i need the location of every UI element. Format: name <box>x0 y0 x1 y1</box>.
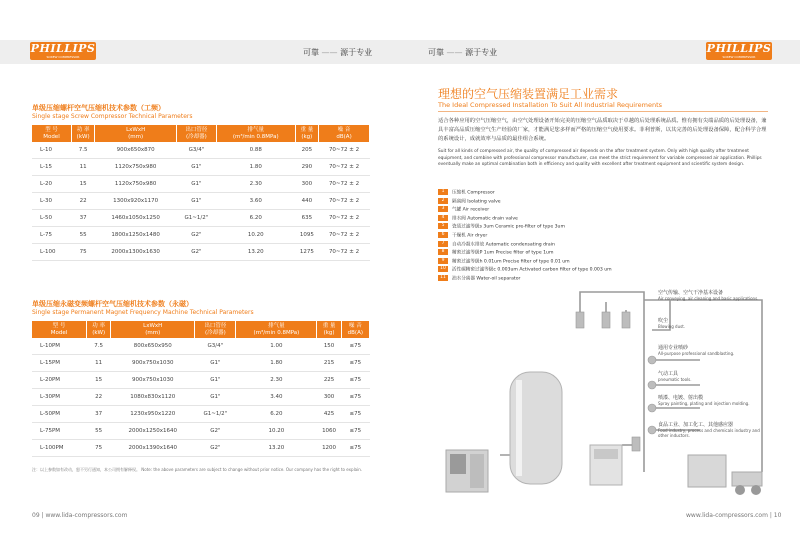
legend-label: 压缩机 Compressor <box>452 190 495 196</box>
air-system-diagram <box>400 0 800 546</box>
table-cell: 2.30 <box>216 176 295 193</box>
table-cell: 1.00 <box>236 338 317 355</box>
table-cell: G1" <box>195 389 236 406</box>
table-cell: G1" <box>176 193 216 210</box>
table-row <box>32 176 370 193</box>
table-cell: 55 <box>71 227 94 244</box>
right-page <box>400 0 800 546</box>
table-cell: 900x750x1030 <box>111 355 195 372</box>
table-cell: ≤75 <box>341 355 369 372</box>
legend-number: 7 <box>438 241 448 247</box>
table-row <box>32 227 370 244</box>
table-row <box>32 423 370 440</box>
air-dryer <box>590 445 622 485</box>
table-row <box>32 440 370 457</box>
table-cell: 7.5 <box>87 338 111 355</box>
table-row <box>32 193 370 210</box>
legend-number: 2 <box>438 198 448 204</box>
table-cell: L-100PM <box>32 440 87 457</box>
table-header-cell: 型 号 Model <box>32 125 71 142</box>
table-cell: L-15 <box>32 159 71 176</box>
table-cell: 70~72 ± 2 <box>319 244 370 261</box>
table-cell: L-50 <box>32 210 71 227</box>
legend-label: 瓷质过滤等级s 3um Ceramic pre-filter of type 3um <box>452 224 565 230</box>
table-cell: G2" <box>195 423 236 440</box>
table-row <box>32 355 370 372</box>
table-header-cell: 排气量 (m³/min 0.8MPa) <box>216 125 295 142</box>
brand-logo: PHILLIPS SCREW COMPRESSOR <box>706 42 772 59</box>
table-cell: 1230x950x1220 <box>111 406 195 423</box>
table-header-cell: 排气量 (m³/min 0.8MPa) <box>236 321 317 338</box>
table-cell: 225 <box>317 372 341 389</box>
table-row <box>32 372 370 389</box>
table-cell: 70~72 ± 2 <box>319 142 370 159</box>
table-cell: 2000x1250x1640 <box>111 423 195 440</box>
table-cell: 215 <box>317 355 341 372</box>
table-cell: 37 <box>71 210 94 227</box>
table-header-cell: 型 号 Model <box>32 321 87 338</box>
table-cell: 22 <box>87 389 111 406</box>
table-cell: L-20PM <box>32 372 87 389</box>
table-header-cell: LxWxH (mm) <box>95 125 177 142</box>
legend-label: 精密过滤等级P 1um Precise filter of type 1um <box>452 250 554 256</box>
legend-label: 隔离阀 Isolating valve <box>452 199 501 205</box>
table-cell: 800x650x950 <box>111 338 195 355</box>
table-row <box>32 210 370 227</box>
legend-label: 排水阀 Automatic drain valve <box>452 216 518 222</box>
table-cell: G3/4" <box>195 338 236 355</box>
table-cell: L-30PM <box>32 389 87 406</box>
table-cell: G3/4" <box>176 142 216 159</box>
table-cell: G1" <box>195 355 236 372</box>
table-cell: 3.40 <box>236 389 317 406</box>
table-cell: 150 <box>317 338 341 355</box>
table-cell: G2" <box>195 440 236 457</box>
table-header-cell: 出口管径 (冷却器) <box>195 321 236 338</box>
legend-number: 9 <box>438 258 448 264</box>
table-cell: 635 <box>295 210 319 227</box>
table-cell: 70~72 ± 2 <box>319 159 370 176</box>
legend-number: 10 <box>438 266 448 272</box>
legend-label: 精密过滤等级h 0.01um Precise filter of type 0.01 um <box>452 259 570 265</box>
table-cell: 7.5 <box>71 142 94 159</box>
table-cell: L-75PM <box>32 423 87 440</box>
legend-label: 干燥机 Air dryer <box>452 233 488 239</box>
table-cell: 425 <box>317 406 341 423</box>
table-cell: L-50PM <box>32 406 87 423</box>
table-cell: 11 <box>71 159 94 176</box>
legend-number: 6 <box>438 232 448 238</box>
table-cell: L-10 <box>32 142 71 159</box>
table-cell: ≤75 <box>341 389 369 406</box>
table-cell: 1300x920x1170 <box>95 193 177 210</box>
table-cell: G1" <box>176 176 216 193</box>
application-annotation: 吹尘 Blowing dust. <box>658 318 686 329</box>
table-row <box>32 159 370 176</box>
table-cell: 1800x1250x1480 <box>95 227 177 244</box>
legend-number: 4 <box>438 215 448 221</box>
table-cell: 1080x830x1120 <box>111 389 195 406</box>
table-cell: 22 <box>71 193 94 210</box>
table-cell: L-20 <box>32 176 71 193</box>
legend-label: 油水分离器 Water-oil separator <box>452 276 521 282</box>
table-cell: L-10PM <box>32 338 87 355</box>
table-cell: G2" <box>176 227 216 244</box>
legend-number: 5 <box>438 223 448 229</box>
table-header-cell: 噪 音 dB(A) <box>341 321 369 338</box>
air-receiver-tank <box>510 372 562 484</box>
table-cell: 10.20 <box>236 423 317 440</box>
section1-subtitle: Single stage Screw Compressor Technical Parameters <box>32 113 193 120</box>
table-cell: 6.20 <box>236 406 317 423</box>
table-row <box>32 142 370 159</box>
table-cell: 900x750x1030 <box>111 372 195 389</box>
legend-label: 自动冷凝水排放 Automatic condensating drain <box>452 242 555 248</box>
spec-table-pm <box>32 321 370 457</box>
table-cell: 15 <box>87 372 111 389</box>
table-cell: 1200 <box>317 440 341 457</box>
table-header-cell: 噪 音 dB(A) <box>319 125 370 142</box>
table-cell: 1120x750x980 <box>95 176 177 193</box>
table-header-cell: 重 量 (kg) <box>317 321 341 338</box>
application-annotation: 空气传输、空气干净基本设备 Air conveying, air cleaning and basic applications. <box>658 290 759 301</box>
table-cell: 70~72 ± 2 <box>319 193 370 210</box>
right-title: 理想的空气压缩装置满足工业需求 <box>438 87 619 101</box>
legend-number: 11 <box>438 275 448 281</box>
table-cell: 1060 <box>317 423 341 440</box>
table-cell: 6.20 <box>216 210 295 227</box>
table-cell: 900x650x870 <box>95 142 177 159</box>
table-cell: ≤75 <box>341 338 369 355</box>
section1-title: 单级压缩螺杆空气压缩机技术参数（工频） <box>32 104 165 112</box>
intro-paragraph-cn: 适合各种应用的空气压缩空气，由空气处理设备开始完美的压缩空气品质取决于卓越的后处理系统品质。惟有拥有尖端品质的后处理设备，兼具丰富高品质压缩空气生产经验的厂家，才能满足您多样而严格的压缩空气使用要求。菲利普斯，以其完善的后处理设备保障，配合科学合理的系统设计，成就效率与品质的最佳组合系统。 <box>438 118 767 142</box>
table-cell: 440 <box>295 193 319 210</box>
table-cell: 2000x1390x1640 <box>111 440 195 457</box>
legend-label: 活性碳精密过滤等级c 0.003um Activated carbon filter of type 0.003 um <box>452 267 612 273</box>
footer-right: www.lida-compressors.com | 10 <box>686 512 782 519</box>
table-cell: ≤75 <box>341 406 369 423</box>
table-cell: 300 <box>317 389 341 406</box>
table-cell: 205 <box>295 142 319 159</box>
application-annotation: 气动工具 pneumatic tools. <box>658 371 692 382</box>
pressure-gauges <box>648 356 656 434</box>
table-cell: 2.30 <box>236 372 317 389</box>
table-header-cell: 出口管径 (冷却器) <box>176 125 216 142</box>
table-cell: 1275 <box>295 244 319 261</box>
table-cell: L-100 <box>32 244 71 261</box>
table-cell: 1460x1050x1250 <box>95 210 177 227</box>
industrial-equipment <box>688 455 762 495</box>
table-cell: G2" <box>176 244 216 261</box>
table-header-cell: LxWxH (mm) <box>111 321 195 338</box>
table-row <box>32 389 370 406</box>
table-cell: 1120x750x980 <box>95 159 177 176</box>
table-cell: 75 <box>87 440 111 457</box>
section2-subtitle: Single stage Permanent Magnet Frequency Machine Technical Parameters <box>32 309 254 316</box>
table-header-row <box>32 125 370 142</box>
brand-logo: PHILLIPS SCREW COMPRESSOR <box>30 42 96 59</box>
table-cell: 15 <box>71 176 94 193</box>
table-cell: 300 <box>295 176 319 193</box>
section2-title: 单级压缩永磁变频螺杆空气压缩机技术参数（永磁） <box>32 300 193 308</box>
table-cell: G1~1/2" <box>195 406 236 423</box>
slogan: 可靠 —— 源于专业 <box>303 48 373 57</box>
table-cell: 70~72 ± 2 <box>319 176 370 193</box>
table-header-cell: 功 率 (kW) <box>87 321 111 338</box>
table-row <box>32 244 370 261</box>
table-cell: 1.80 <box>216 159 295 176</box>
table-cell: 290 <box>295 159 319 176</box>
table-cell: 1095 <box>295 227 319 244</box>
table-cell: 0.88 <box>216 142 295 159</box>
legend-label: 气罐 Air receiver <box>452 207 490 213</box>
application-annotation: 喷漆、电镀、射出模 Spray painting, plating and injection molding. <box>658 395 750 406</box>
spec-table-standard <box>32 125 370 261</box>
table-cell: ≤75 <box>341 423 369 440</box>
table-cell: ≤75 <box>341 440 369 457</box>
table-cell: 1.80 <box>236 355 317 372</box>
compressor-unit <box>446 450 488 492</box>
footnote: 注：以上参数如有改动，恕不另行通知，本公司拥有解释权。 Note: the above parameters are subject to change without prior notice. Our company has the right to explain. <box>32 467 363 472</box>
legend-number: 1 <box>438 189 448 195</box>
right-subtitle: The Ideal Compressed Installation To Suit All Industrial Requirements <box>438 101 663 109</box>
table-cell: L-15PM <box>32 355 87 372</box>
intro-paragraph-en: Suit for all kinds of compressed air, the quality of compressed air depends on the after treatment system. Only with high quality after treatment equipment, and combine with professional compressor manufacturer, can meet the strict requirement for variable compressed air application. Phillips eventually make an optimal combination both in efficiency and quality with excellent after treatment equipment and scientific system design. <box>438 149 762 167</box>
table-cell: ≤75 <box>341 372 369 389</box>
table-cell: 2000x1300x1630 <box>95 244 177 261</box>
table-cell: L-75 <box>32 227 71 244</box>
footer-left: 09 | www.lida-compressors.com <box>32 512 128 519</box>
table-cell: 75 <box>71 244 94 261</box>
application-annotation: 通用专业喷砂 All-purpose professional sandblasting. <box>658 345 735 356</box>
table-cell: 70~72 ± 2 <box>319 210 370 227</box>
table-header-cell: 功 率 (kW) <box>71 125 94 142</box>
table-cell: 13.20 <box>216 244 295 261</box>
table-cell: 11 <box>87 355 111 372</box>
table-cell: G1" <box>195 372 236 389</box>
filters <box>576 312 640 451</box>
slogan: 可靠 —— 源于专业 <box>428 48 498 57</box>
table-row <box>32 338 370 355</box>
table-cell: 13.20 <box>236 440 317 457</box>
table-cell: 10.20 <box>216 227 295 244</box>
table-cell: 70~72 ± 2 <box>319 227 370 244</box>
table-header-cell: 重 量 (kg) <box>295 125 319 142</box>
legend-number: 3 <box>438 206 448 212</box>
table-cell: G1~1/2" <box>176 210 216 227</box>
legend-number: 8 <box>438 249 448 255</box>
table-cell: 37 <box>87 406 111 423</box>
table-cell: 55 <box>87 423 111 440</box>
table-header-row <box>32 321 370 338</box>
table-cell: 3.60 <box>216 193 295 210</box>
table-cell: L-30 <box>32 193 71 210</box>
application-annotation: 食品工业、加工化工、其他感应器 Food industry, process and chemicals industry and other inductors. <box>658 422 760 438</box>
table-row <box>32 406 370 423</box>
table-cell: G1" <box>176 159 216 176</box>
